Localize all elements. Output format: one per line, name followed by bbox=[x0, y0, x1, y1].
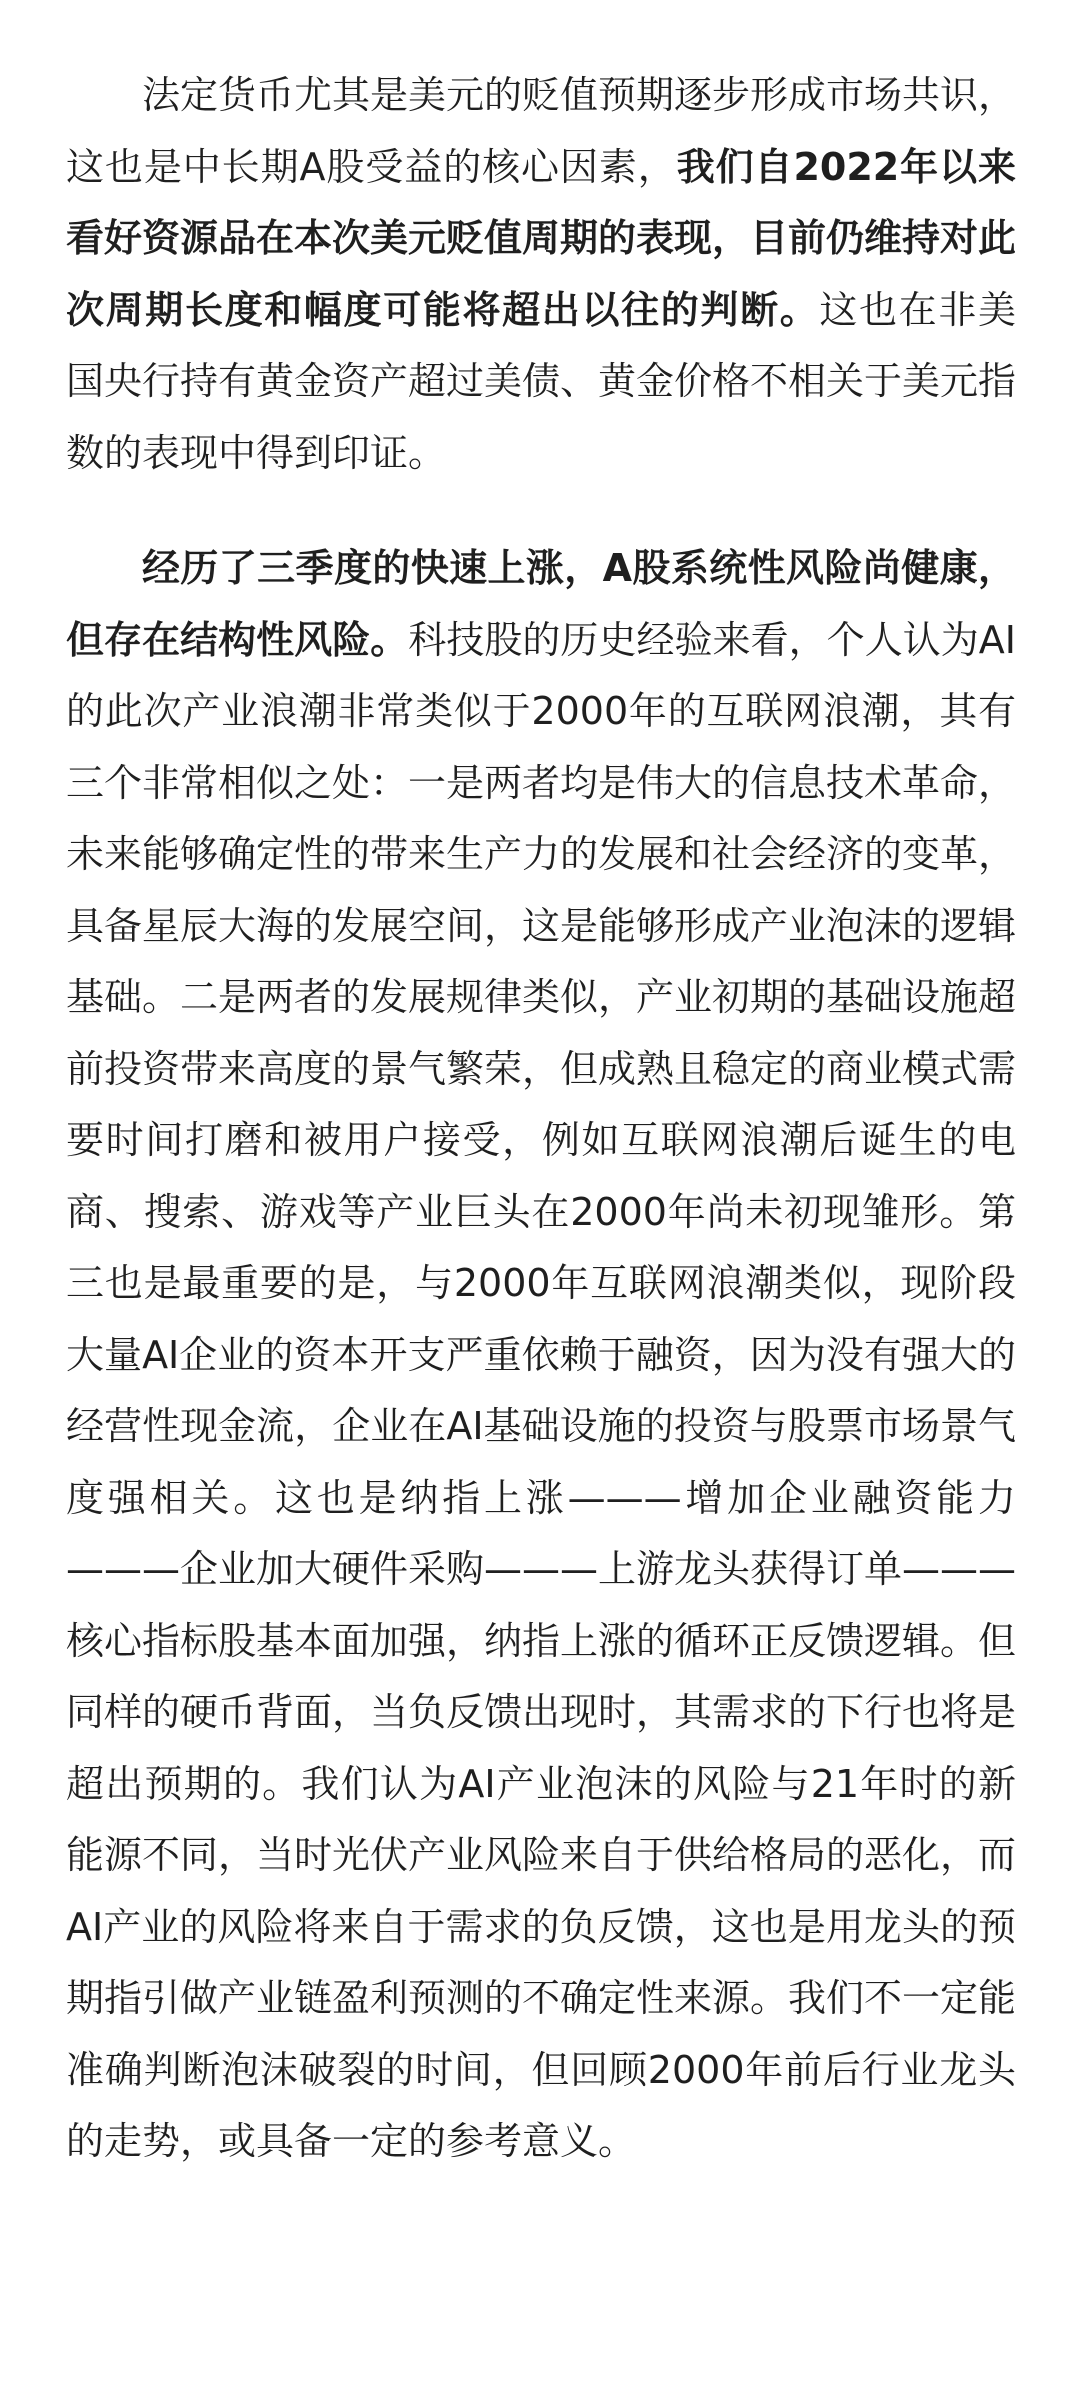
paragraph-ai-bubble-risk bbox=[66, 533, 1016, 2178]
paragraph-1-conclusion: 这也在非美国央行持有黄金资产超过美债、黄金价格不相关于美元指数的表现中得到印证。 bbox=[66, 287, 1017, 475]
paragraph-currency-depreciation bbox=[66, 60, 1016, 489]
paragraph-1-text: 法定货币尤其是美元的贬值预期逐步形成市场共识，这也是中长期A股受益的核心因素， bbox=[66, 73, 1017, 189]
paragraph-1-highlight: 我们自2022年以来看好资源品在本次美元贬值周期的表现，目前仍维持对此次周期长度和幅度可能将超出以往的判断。 bbox=[66, 144, 1017, 332]
paragraph-2-highlight: 经历了三季度的快速上涨，A股系统性风险尚健康，但存在结构性风险。 bbox=[66, 546, 1016, 662]
article-body bbox=[66, 60, 1016, 2178]
paragraph-2-text: 科技股的历史经验来看，个人认为AI的此次产业浪潮非常类似于2000年的互联网浪潮，其有三个非常相似之处：一是两者均是伟大的信息技术革命，未来能够确定性的带来生产力的发展和社会经济的变革，具备星辰大海的发展空间，这是能够形成产业泡沫的逻辑基础。二是两者的发展规律类似，产业初期的基础设施超前投资带来高度的景气繁荣，但成熟且稳定的商业模式需要时间打磨和被用户接受，例如互联网浪潮后诞生的电商、搜索、游戏等产业巨头在2000年尚未初现雏形。第三也是最重要的是，与2000年互联网浪潮类似，现阶段大量AI企业的资本开支严重依赖于融资，因为没有强大的经营性现金流，企业在AI基础设施的投资与股票市场景气度强相关。这也是纳指上涨———增加企业融资能力———企业加大硬件采购———上游龙头获得订单———核心指标股基本面加强，纳指上涨的循环正反馈逻辑。但同样的硬币背面，当负反馈出现时，其需求的下行也将是超出预期的。我们认为AI产业泡沫的风险与21年时的新能源不同，当时光伏产业风险来自于供给格局的恶化，而AI产业的风险将来自于需求的负反馈，这也是用龙头的预期指引做产业链盈利预测的不确定性来源。我们不一定能准确判断泡沫破裂的时间，但回顾2000年前后行业龙头的走势，或具备一定的参考意义。 bbox=[66, 617, 1017, 2163]
